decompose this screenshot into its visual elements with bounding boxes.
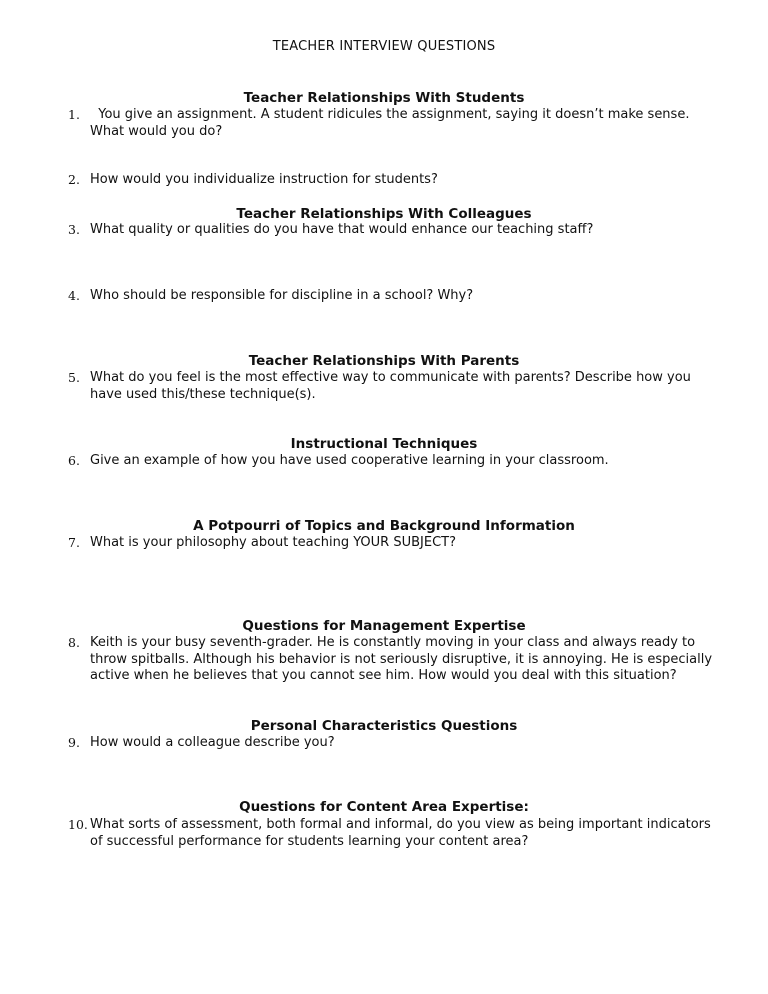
question-3 [68,222,718,239]
question-5 [68,370,718,403]
question-2 [68,172,718,189]
question-number: 5. [68,370,80,385]
question-number: 4. [68,288,80,303]
question-6 [68,453,718,470]
section-heading-content-area: Questions for Content Area Expertise: [239,799,529,815]
question-9 [68,735,718,752]
question-text: What quality or qualities do you have that would enhance our teaching staff? [90,222,594,237]
question-text: Give an example of how you have used cooperative learning in your classroom. [90,453,609,468]
section-heading-instructional: Instructional Techniques [290,436,478,452]
question-number: 7. [68,535,80,550]
question-number: 3. [68,222,80,237]
section-heading-potpourri: A Potpourri of Topics and Background Information [193,518,575,534]
question-text: How would a colleague describe you? [90,735,335,750]
section-heading-colleagues: Teacher Relationships With Colleagues [236,206,532,222]
section-heading-parents: Teacher Relationships With Parents [248,353,520,369]
question-text: You give an assignment. A student ridicules the assignment, saying it doesn’t make sense. What would you do? [90,107,694,139]
question-number: 9. [68,735,80,750]
question-text: How would you individualize instruction for students? [90,172,438,187]
question-1 [68,107,718,140]
question-8 [68,635,718,685]
question-4 [68,288,718,305]
question-number: 6. [68,453,80,468]
question-number: 2. [68,172,80,187]
question-number: 10. [68,817,88,832]
section-heading-management: Questions for Management Expertise [242,618,526,634]
question-text: Who should be responsible for discipline in a school? Why? [90,288,474,303]
question-text: Keith is your busy seventh-grader. He is constantly moving in your class and always ready to throw spitballs. Although his behavior is not seriously disruptive, it is annoying. He is especially active when he believes that you cannot see him. How would you deal with this situation? [90,635,713,683]
question-text: What do you feel is the most effective way to communicate with parents? Describe how you have used this/these technique(s). [90,370,691,402]
document-title: TEACHER INTERVIEW QUESTIONS [272,39,496,54]
question-number: 8. [68,635,80,650]
section-heading-personal: Personal Characteristics Questions [250,718,518,734]
question-7 [68,535,718,552]
question-10 [68,817,718,850]
question-text: What is your philosophy about teaching YOUR SUBJECT? [90,535,456,550]
question-number: 1. [68,107,80,122]
section-heading-students: Teacher Relationships With Students [243,90,525,106]
question-text: What sorts of assessment, both formal and informal, do you view as being important indicators of successful performance for students learning your content area? [90,817,711,849]
